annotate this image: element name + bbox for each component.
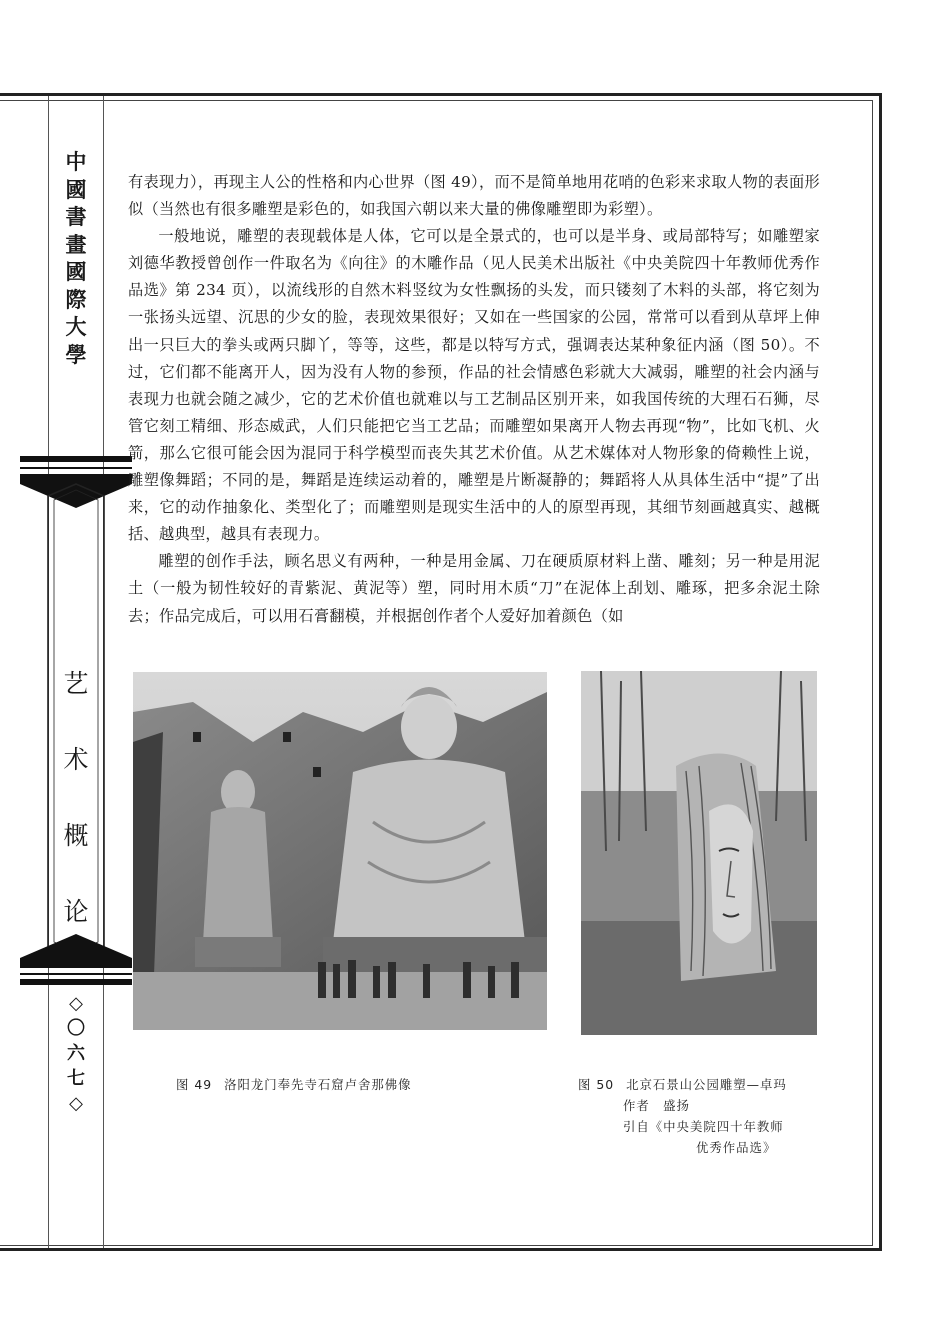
book-title-banner — [20, 456, 132, 986]
sidebar — [48, 96, 104, 1248]
page-number-char: ◇ — [69, 1093, 83, 1114]
figure-50-caption — [578, 1074, 787, 1158]
page-number-char: ◇ — [69, 993, 83, 1014]
school-char: 際 — [65, 286, 87, 312]
school-char: 學 — [65, 341, 87, 367]
figure-50-photo — [581, 671, 817, 1035]
figure-50-caption-line: 北京石景山公园雕塑—卓玛 — [626, 1077, 787, 1092]
school-char: 大 — [65, 314, 87, 339]
paragraph: 雕塑的创作手法，顾名思义有两种，一种是用金属、刀在硬质原材料上凿、雕刻；另一种是用泥土（一般为韧性较好的青紫泥、黄泥等）塑，同时用木质“刀”在泥体上刮划、雕琢，把多余泥土除去；作品完成后，可以用石膏翻模，并根据创作者个人爱好加着颜色（如 — [128, 552, 820, 625]
page-number-char: 七 — [67, 1068, 85, 1089]
book-title-char: 艺 — [63, 669, 89, 698]
figure-49-photo — [133, 672, 547, 1030]
book-title-char: 论 — [63, 897, 89, 926]
figure-49-caption-text: 洛阳龙门奉先寺石窟卢舍那佛像 — [224, 1077, 412, 1092]
body-text — [128, 169, 820, 630]
school-char: 中 — [65, 149, 87, 174]
paragraph: 有表现力），再现主人公的性格和内心世界（图 49），而不是简单地用花哨的色彩来求取人物的表面形似（当然也有很多雕塑是彩色的，如我国六朝以来大量的佛像雕塑即为彩塑）。 — [128, 173, 820, 219]
figure-50-caption-line: 优秀作品选》 — [696, 1140, 777, 1155]
page-number — [48, 991, 104, 1116]
school-name — [48, 148, 104, 368]
book-title-char: 概 — [63, 821, 89, 850]
figure-50-caption-line: 引自《中央美院四十年教师 — [623, 1119, 784, 1134]
figure-49-caption — [176, 1074, 412, 1095]
figure-50-label: 图 50 — [578, 1077, 615, 1092]
book-title-char: 术 — [63, 745, 89, 774]
school-char: 畫 — [65, 231, 87, 257]
figure-50-caption-line: 作者 盛扬 — [623, 1098, 690, 1113]
book-title — [48, 646, 104, 950]
figure-49-label: 图 49 — [176, 1077, 213, 1092]
paragraph: 一般地说，雕塑的表现载体是人体，它可以是全景式的，也可以是半身、或局部特写；如雕塑家刘德华教授曾创作一件取名为《向往》的木雕作品（见人民美术出版社《中央美院四十年教师优秀作品选》第 234 页），以流线形的自然木料竖纹为女性飘扬的头发，而只镂刻了木料的头部，将它刻为一张扬头远望、沉思的少女的脸，表现效果很好；又如在一些国家的公园，常常可以看到从草坪上伸出一只巨大的拳头或两只脚丫，等等，这些，都是以特写方式，强调表达某种象征内涵（图 50）。不过，它们都不能离开人，因为没有人物的参预，作品的社会情感色彩就大大减弱，雕塑的社会内涵与表现力也就会随之减少，它的艺术价值也就难以与工艺制品区别开来，如我国传统的大理石石狮，尽管它刻工精细、形态威武，人们只能把它当工艺品；而雕塑如果离开人物去再现“物”，比如飞机、火箭，那么它很可能会因为混同于科学模型而丧失其艺术价值。从艺术媒体对人物形象的倚赖性上说，雕塑像舞蹈；不同的是，舞蹈是连续运动着的，雕塑是片断凝静的；舞蹈将人从具体生活中“提”了出来，它的动作抽象化、类型化了；而雕塑则是现实生活中的人的原型再现，其细节刻画越真实、越概括、越典型，越具有表现力。 — [128, 227, 820, 544]
page-number-char: 六 — [67, 1043, 85, 1064]
school-char: 國 — [65, 259, 87, 284]
school-char: 國 — [65, 176, 87, 202]
page-number-char: 〇 — [67, 1018, 85, 1039]
school-char: 書 — [65, 204, 87, 229]
